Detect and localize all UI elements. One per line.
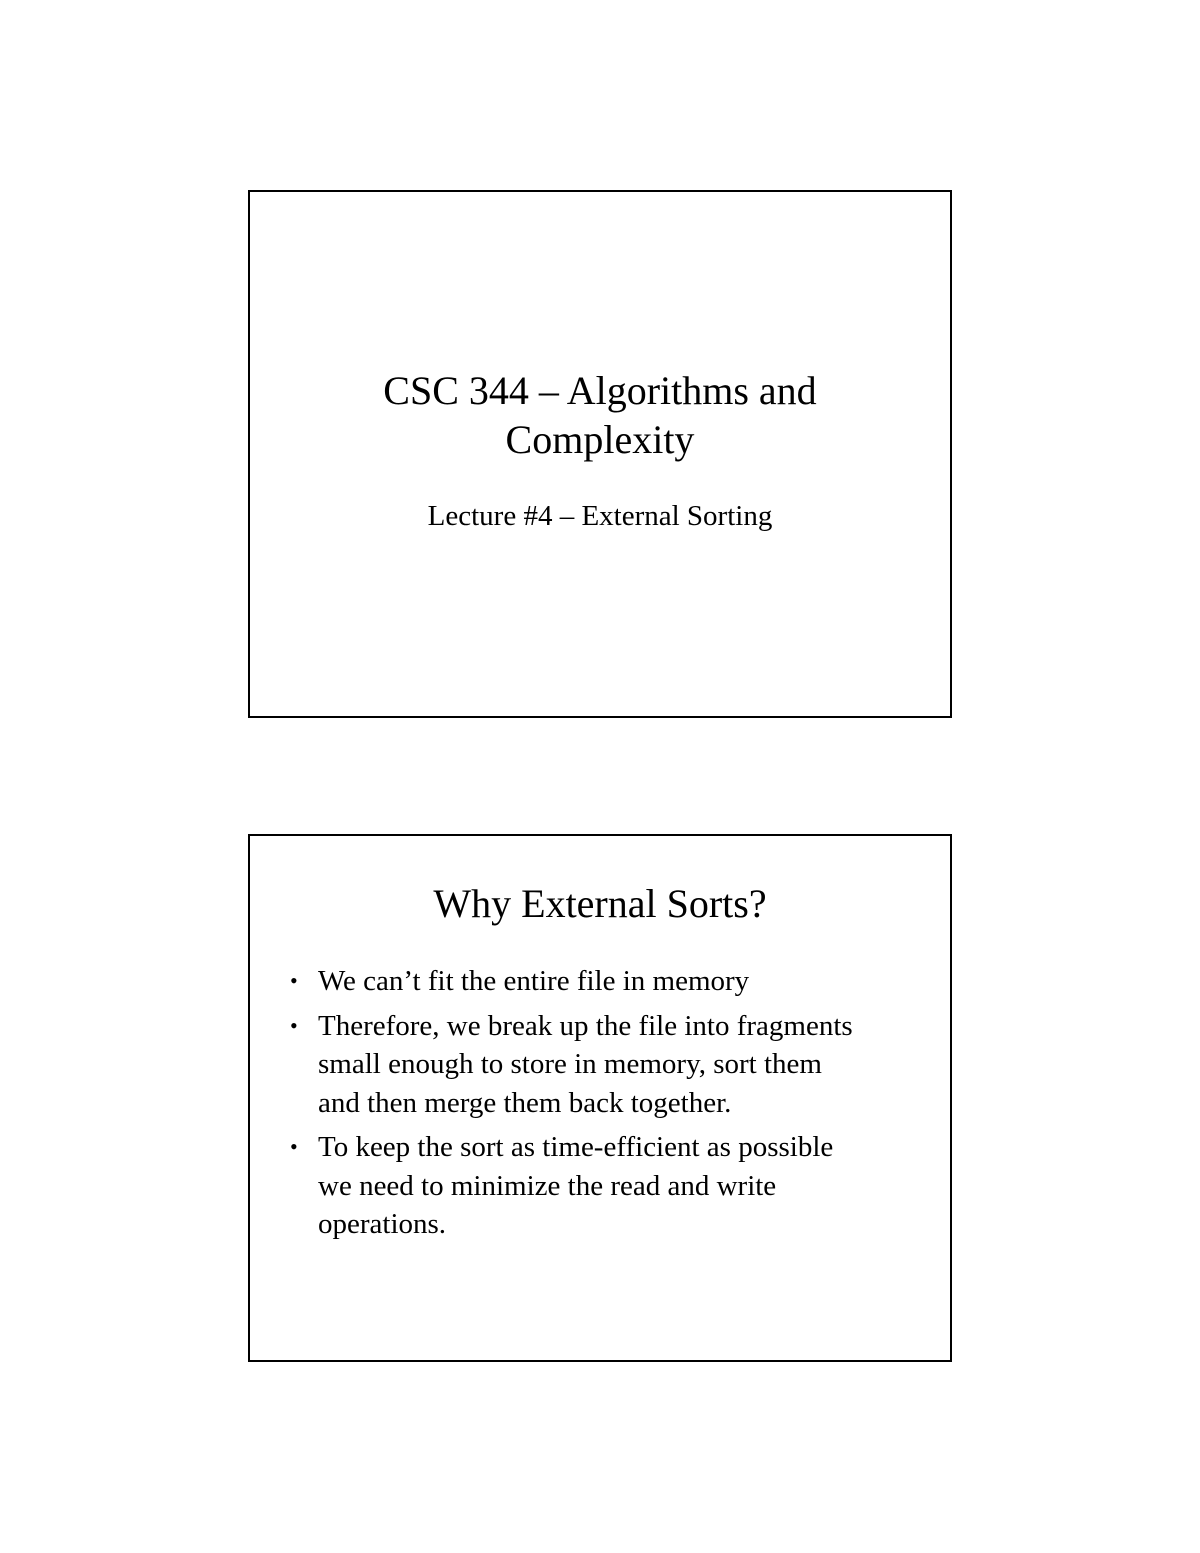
bullet-list [288,962,928,1250]
bullet-text-line: small enough to store in memory, sort them [318,1048,822,1080]
bullet-dot-icon: • [290,1134,298,1159]
lecture-title [250,366,950,464]
slide-heading: Why External Sorts? [433,881,767,926]
lecture-title-line: CSC 344 – Algorithms and [383,368,817,413]
bullet-dot-icon: • [290,968,298,993]
bullet-text-line: We can’t fit the entire file in memory [318,965,750,997]
bullet-text-line: and then merge them back together. [318,1086,732,1119]
bullet-text-line: we need to minimize the read and write [318,1169,777,1202]
bullet-item [288,1007,928,1123]
slide-why-external-sorts [248,834,952,1362]
bullet-text-line: Therefore, we break up the file into fragments [318,1009,853,1042]
bullet-text-line: To keep the sort as time-efficient as possible [318,1131,834,1163]
bullet-item [288,962,928,1001]
bullet-text-line: operations. [318,1208,447,1240]
lecture-title-line: Complexity [505,417,695,462]
bullet-item [288,1128,928,1244]
bullet-dot-icon: • [290,1012,298,1038]
lecture-subtitle: Lecture #4 – External Sorting [427,500,773,532]
slide-title [248,190,952,718]
